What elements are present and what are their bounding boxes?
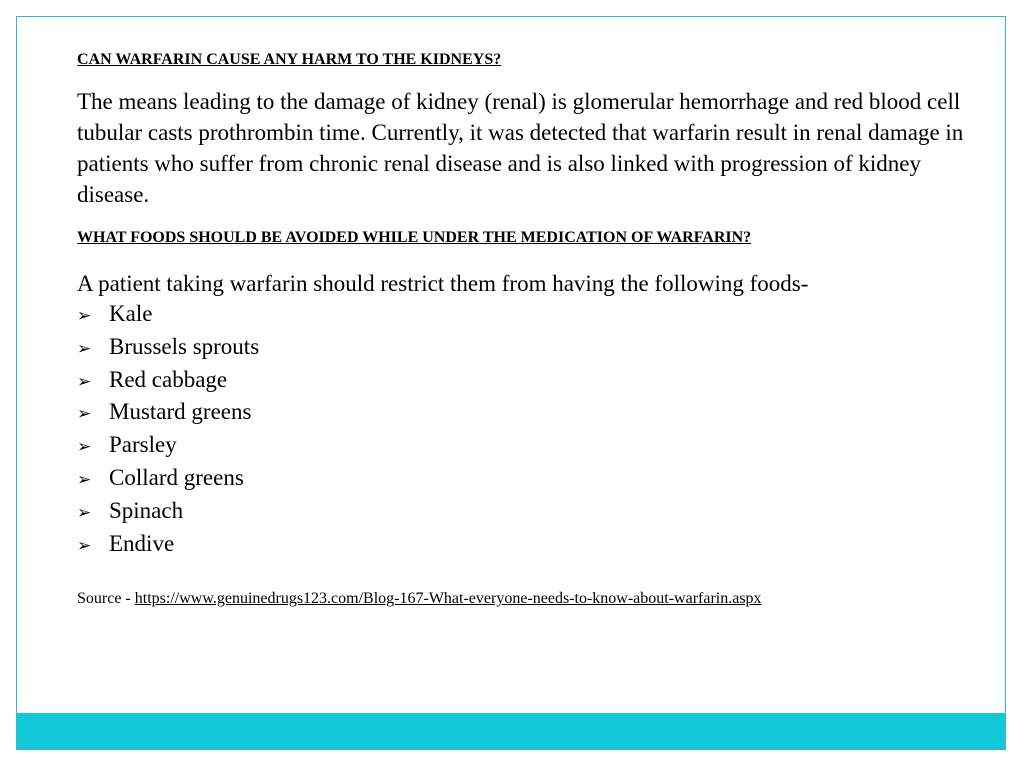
slide-frame xyxy=(16,16,1006,750)
food-list-item xyxy=(77,463,977,496)
arrow-bullet-icon: ➢ xyxy=(77,502,92,523)
food-name: Kale xyxy=(109,301,153,326)
arrow-bullet-icon: ➢ xyxy=(77,306,92,326)
arrow-bullet-icon: ➢ xyxy=(77,338,92,359)
food-name: Collard greens xyxy=(109,464,244,490)
source-label: Source - xyxy=(77,590,135,608)
slide-content xyxy=(77,50,977,625)
kidney-question-heading: CAN WARFARIN CAUSE ANY HARM TO THE KIDNEYS? xyxy=(77,51,502,68)
food-list-item xyxy=(77,365,977,398)
food-name: Brussels sprouts xyxy=(109,333,260,359)
footer-band xyxy=(17,713,1005,749)
arrow-bullet-icon: ➢ xyxy=(77,404,92,425)
food-list-item xyxy=(77,529,977,562)
arrow-bullet-icon: ➢ xyxy=(77,535,92,556)
foods-intro-paragraph: A patient taking warfarin should restrict them from having the following foods- xyxy=(77,271,809,296)
food-list-item xyxy=(77,332,977,365)
food-name: Mustard greens xyxy=(109,399,252,425)
food-list-item xyxy=(77,496,977,529)
foods-list xyxy=(77,299,977,561)
arrow-bullet-icon: ➢ xyxy=(77,469,92,490)
food-list-item xyxy=(77,397,977,430)
arrow-bullet-icon: ➢ xyxy=(77,437,92,458)
food-list-item xyxy=(77,299,977,332)
arrow-bullet-icon: ➢ xyxy=(77,371,92,392)
kidney-answer-paragraph: The means leading to the damage of kidney (renal) is glomerular hemorrhage and red blood cell tubular casts prothrombin time. Currently, it was detected that warfarin result in renal damage in patients who suffer from chronic renal disease and is also linked with progression of kidney disease. xyxy=(77,89,964,207)
food-list-item xyxy=(77,430,977,463)
food-name: Parsley xyxy=(109,432,177,458)
food-name: Spinach xyxy=(109,497,184,523)
food-name: Endive xyxy=(109,530,175,556)
food-name: Red cabbage xyxy=(109,366,228,392)
source-line xyxy=(77,589,977,609)
source-link[interactable]: https://www.genuinedrugs123.com/Blog-167-What-everyone-needs-to-know-about-warfarin.aspx xyxy=(134,590,762,608)
foods-question-heading: WHAT FOODS SHOULD BE AVOIDED WHILE UNDER THE MEDICATION OF WARFARIN? xyxy=(77,229,752,246)
